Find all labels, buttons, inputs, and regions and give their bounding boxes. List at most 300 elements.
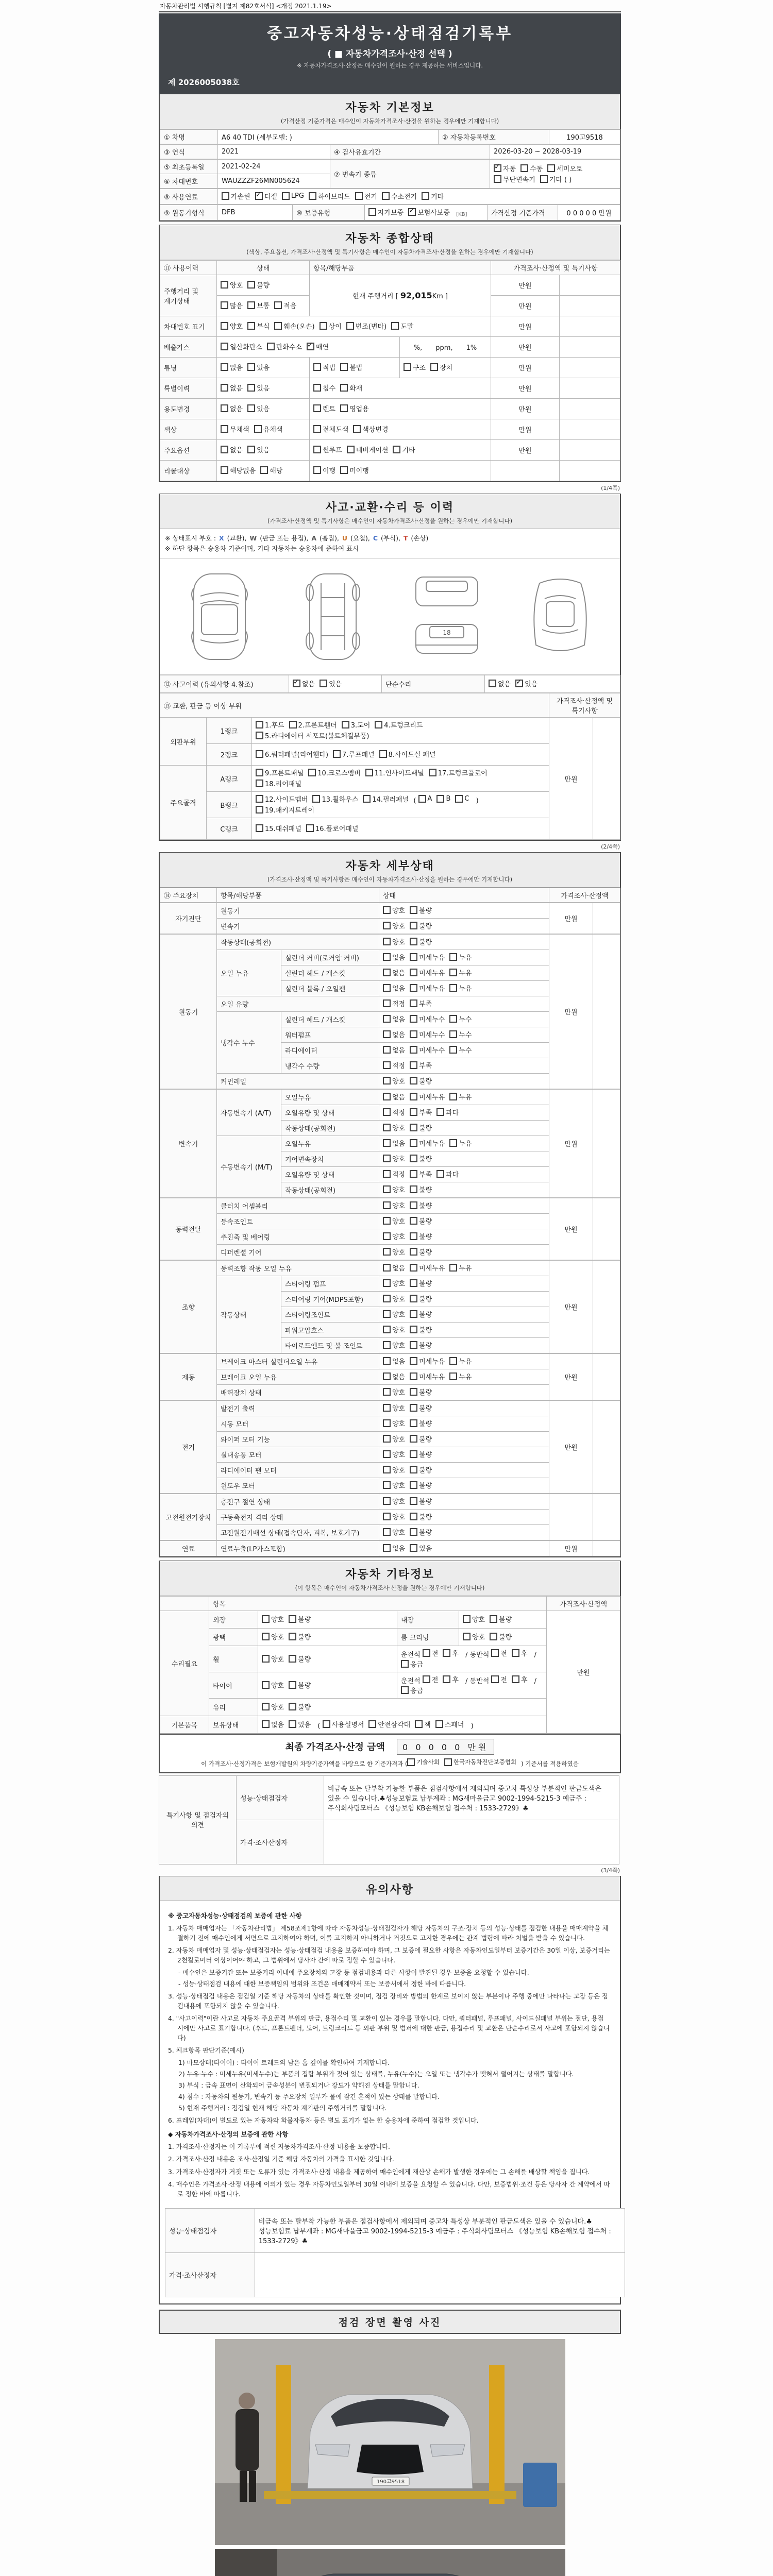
model-year-label: ③ 연식 (160, 145, 218, 159)
checkbox-glyph (410, 1108, 417, 1116)
overall-state-title: 자동차 종합상태 (345, 232, 434, 245)
detail-group-조향 (160, 1260, 620, 1353)
checkbox: 없음 (383, 1356, 405, 1366)
etc-info-table (160, 1596, 620, 1734)
checkbox: 양호 (383, 1247, 405, 1257)
panel-group-label: 주요골격 (160, 766, 207, 840)
checkbox: 미세누유 (410, 1092, 445, 1101)
checkbox: 양호 (383, 937, 405, 946)
checkbox-glyph (410, 1170, 417, 1178)
accident-title: 사고·교환·수리 등 이력 (325, 501, 455, 514)
rank-label: 1랭크 (207, 718, 252, 744)
checkbox-glyph (410, 999, 417, 1007)
checkbox: 불량 (410, 1278, 432, 1288)
state-options-cell (217, 316, 491, 337)
checkbox: 양호 (383, 1480, 405, 1490)
notice-heading-1: ※ 중고자동차성능·상태점검의 보증에 관한 사항 (168, 1912, 302, 1920)
checkbox: 없음 (383, 1045, 405, 1055)
checkbox: C (455, 795, 469, 803)
basic-row-1 (160, 129, 620, 144)
checkbox-glyph (383, 953, 391, 961)
checkbox-glyph (410, 1388, 417, 1396)
etc-item-label: 외장 (209, 1611, 258, 1629)
checkbox-glyph (410, 1232, 417, 1240)
checkbox: 후 (512, 1648, 528, 1658)
checkbox: 있음 (247, 383, 270, 393)
checkbox: 전 (423, 1648, 439, 1658)
checkbox-glyph (320, 680, 327, 687)
basic-info-header (160, 94, 620, 129)
state-options-cell (379, 1151, 549, 1167)
checkbox: 있음 (247, 403, 270, 413)
state-options-cell (310, 440, 491, 461)
etc-corner-cell (160, 1597, 209, 1611)
state-options-cell (310, 358, 400, 378)
state-options-cell (400, 358, 491, 378)
inspector-label: 성능·상태점검자 (237, 1775, 324, 1820)
inspector-opinion-text: 비금속 또는 탈부착 가능한 부품은 점검사항에서 제외되며 중고차 특성상 부분적인 판금도색은 있을 수 있습니다.♣성능보험료 납부계좌 : MG새마을금고 9002-1994-5215-3 예금주 : 주식회사팀모터스 《성능보험 KB손해보험 접수처 : 1533-2729》♣ (255, 2208, 625, 2252)
checkbox: 양호 (383, 1418, 405, 1428)
checkbox-glyph (383, 906, 391, 914)
checkbox-glyph (313, 384, 321, 392)
price-cell: 만원 (549, 718, 593, 840)
checkbox-glyph (221, 466, 228, 474)
rank-label: 2랭크 (207, 744, 252, 766)
checkbox-glyph (547, 164, 555, 172)
model-year-value: 2021 (218, 145, 330, 159)
sub-item-label: 실린더 블록 / 오일팬 (281, 981, 379, 996)
checkbox: 불량 (410, 1200, 432, 1210)
notice-heading-2: ◆ 자동차가격조사·산정의 보증에 관한 사항 (168, 2131, 289, 2139)
checkbox-glyph (410, 1093, 417, 1100)
checkbox-glyph (221, 384, 228, 392)
state-code-T: T (403, 534, 408, 542)
checkbox-glyph (512, 1675, 519, 1683)
checkbox: 미세누유 (410, 1138, 445, 1148)
checkbox: A (418, 795, 432, 803)
checkbox: 양호 (383, 1294, 405, 1303)
checkbox-glyph (247, 404, 255, 412)
price-cell: 만원 (491, 399, 560, 419)
state-value-cell: %, ppm, 1% (400, 337, 491, 358)
etc-title: 자동차 기타정보 (345, 1568, 434, 1581)
checkbox: 불량 (410, 1449, 432, 1459)
detail-header (160, 853, 620, 888)
state-options-cell (379, 1478, 549, 1494)
state-options-cell (310, 399, 491, 419)
checkbox-glyph (410, 1310, 417, 1318)
document-number: 제 2026005038호 (168, 78, 240, 87)
state-options-cell (379, 1416, 549, 1432)
checkbox-glyph (293, 680, 300, 687)
checkbox-glyph (256, 824, 263, 832)
sub-item-label: 타이로드엔드 및 볼 조인트 (281, 1338, 379, 1353)
checkbox-glyph (410, 906, 417, 914)
device-group-label: 조향 (160, 1261, 217, 1353)
price-cell: 만원 (491, 296, 560, 316)
sub-item-label: 기어변속장치 (281, 1151, 379, 1167)
checkbox: 기타 (422, 191, 444, 201)
state-options-cell (379, 1525, 549, 1540)
vehicle-name-label: ① 차명 (160, 130, 218, 144)
checkbox: 미세누유 (410, 1263, 445, 1273)
checkbox-glyph (393, 446, 400, 453)
item-label: 변속기 (217, 919, 379, 934)
checkbox: 불량 (410, 1496, 432, 1506)
checkbox-glyph (430, 363, 438, 371)
state-options-cell (379, 1276, 549, 1292)
etc-item-label: 타이어 (209, 1672, 258, 1699)
usage-history-label: 차대번호 표기 (160, 316, 217, 337)
checkbox: 없음 (383, 952, 405, 962)
note-cell (593, 1261, 620, 1353)
mileage-value: 92,015 (400, 291, 432, 300)
warranty-note: [KB] (455, 212, 467, 217)
checkbox-glyph (410, 953, 417, 961)
fuel-type-label: ⑧ 사용연료 (160, 189, 218, 205)
checkbox-glyph (274, 301, 282, 309)
checkbox: 누유 (449, 1371, 472, 1381)
checkbox: 11.인사이드패널 (365, 768, 424, 777)
page-title: 중고자동차성능·상태점검기록부 (266, 25, 513, 43)
device-group-label: 제동 (160, 1354, 217, 1400)
checkbox: 스패너 (435, 1719, 464, 1729)
checkbox-glyph (221, 301, 228, 309)
checkbox-glyph (353, 425, 361, 433)
checkbox: 양호 (383, 1278, 405, 1288)
state-options-cell (217, 399, 310, 419)
col-price: 가격조사·산정액 (549, 888, 620, 903)
checkbox: 양호 (383, 1154, 405, 1163)
price-cell: 만원 (491, 358, 560, 378)
checkbox: 양호 (383, 1403, 405, 1413)
inspector-opinion-box (159, 1775, 621, 1865)
possession-state-label: 보유상태 (209, 1716, 258, 1734)
final-price-value: 0 0 0 0 0 만원 (397, 1739, 494, 1755)
checkbox: 해당 (260, 465, 282, 475)
checkbox-glyph (383, 922, 391, 929)
detail-group-원동기 (160, 934, 620, 1089)
checkbox: 있음 (320, 679, 342, 688)
checkbox-glyph (449, 953, 457, 961)
checkbox-glyph (254, 425, 262, 433)
etc-item-label: 유리 (209, 1699, 258, 1716)
usage-history-label: 용도변경 (160, 399, 217, 419)
checkbox-glyph (540, 175, 548, 183)
checkbox: 불량 (410, 1231, 432, 1241)
checkbox-glyph (455, 795, 463, 803)
overall-state-section (159, 225, 621, 482)
notice-item: 5. 체크항목 판단기준(예시) (168, 2047, 244, 2055)
checkbox: 유채색 (254, 424, 283, 434)
checkbox-glyph (410, 984, 417, 992)
checkbox: 양호 (383, 1387, 405, 1397)
diagram-panel-number: 18 (442, 629, 451, 636)
state-options-cell (217, 461, 310, 481)
checkbox-glyph (262, 1681, 270, 1689)
state-code-A: A (311, 534, 317, 542)
checkbox: 세미오토 (547, 163, 582, 173)
etc-item-options (258, 1672, 397, 1699)
vin-label: ⑥ 차대번호 (160, 174, 218, 189)
detail-state-section (159, 852, 621, 1557)
checkbox-glyph (429, 769, 436, 776)
opinion-grid (159, 1775, 619, 1865)
state-options-cell (310, 419, 491, 440)
col-item-part: 항목/해당부품 (310, 261, 491, 275)
item-label: 원동기 (217, 903, 379, 919)
mileage-cell: 현재 주행거리 [ 92,015Km ] (310, 275, 491, 316)
checkbox-checked: ✓ 매연 (307, 342, 329, 351)
checkbox-glyph (410, 1419, 417, 1427)
final-price-note: 이 가격조사·산정가격은 보험개발원의 차량기준가액을 바탕으로 한 기준가격과 ( 기술사회 한국자동차진단보증협회 ) 기준서를 적용하였음 (201, 1758, 579, 1768)
checkbox: 상이 (320, 321, 342, 331)
plain-text: ( (315, 1722, 323, 1730)
checkbox: 13.휠하우스 (312, 794, 358, 804)
checkbox-glyph (410, 1544, 417, 1552)
state-options-cell (379, 1167, 549, 1182)
item-label: 클러치 어셈블리 (217, 1198, 379, 1214)
checkbox: 썬루프 (313, 445, 342, 454)
usage-history-label: 튜닝 (160, 358, 217, 378)
checkbox: 미세누수 (410, 1014, 445, 1024)
notice-body (160, 1901, 620, 2208)
checkbox-glyph (449, 1357, 457, 1365)
notice-checklist-item: 5) 현재 주행거리 : 점검일 현재 해당 자동차 계기판의 주행거리를 말합니다. (178, 2105, 387, 2112)
checkbox-glyph (383, 1232, 391, 1240)
registration-number-label: ② 자동차등록번호 (439, 130, 549, 144)
device-group-label: 고전원전기장치 (160, 1494, 217, 1540)
checkbox-glyph (410, 1124, 417, 1131)
accident-summary-row (160, 675, 620, 693)
state-code-W: W (249, 534, 257, 542)
col-usage-history: ⑪ 사용이력 (160, 261, 217, 275)
checkbox: 불량 (289, 1702, 311, 1711)
checkbox-glyph (221, 343, 228, 350)
item-label: 브레이크 마스터 실린더오일 누유 (217, 1354, 379, 1369)
usage-history-label: 색상 (160, 419, 217, 440)
checkbox: 불량 (410, 1123, 432, 1132)
panel-damage-header: ⑬ 교환, 판금 등 이상 부위 (160, 693, 549, 718)
checkbox: 있음 (247, 362, 270, 372)
checkbox: 무단변속기 (494, 174, 535, 184)
checkbox: 변조(변타) (346, 321, 386, 331)
checkbox: 양호 (383, 1231, 405, 1241)
sub-item-label: 실린더 헤드 / 개스킷 (281, 965, 379, 981)
checkbox-glyph (383, 1544, 391, 1552)
item-label: 연료누출(LP가스포함) (217, 1541, 379, 1556)
wheel-tire-positions (397, 1672, 547, 1699)
checkbox: 전 (491, 1648, 507, 1658)
item-label: 자동변속기 (A/T) (217, 1090, 281, 1136)
warranty-type-options (365, 205, 488, 221)
detail-subtitle: (가격조사·산정액 및 특기사항은 매수인이 자동차가격조사·산정을 원하는 경우에만 기재합니다) (267, 876, 513, 883)
etc-item-options (258, 1611, 397, 1629)
checkbox-glyph (309, 192, 316, 200)
item-label: 냉각수 누수 (217, 1012, 281, 1074)
license-plate-text: 190고9518 (376, 2479, 405, 2485)
checkbox: 불량 (410, 1294, 432, 1303)
plain-text: ( (413, 797, 418, 805)
checkbox: 화재 (340, 383, 362, 393)
state-options-cell (379, 1510, 549, 1525)
checkbox-glyph (260, 466, 268, 474)
checkbox: 1.후드 (256, 720, 284, 730)
checkbox: 불량 (410, 1527, 432, 1537)
etc-item-label-2: 내장 (397, 1611, 459, 1629)
note-cell (560, 399, 620, 419)
checkbox-glyph (383, 1435, 391, 1443)
state-options-cell (379, 1323, 549, 1338)
sub-item-label: 오일유량 및 상태 (281, 1167, 379, 1182)
accident-row-12 (160, 675, 620, 693)
checkbox-glyph (368, 1720, 376, 1728)
price-cell: 만원 (549, 1198, 593, 1260)
checkbox-glyph (247, 301, 255, 309)
plain-text: / 동반석 (463, 1677, 492, 1685)
checkbox-glyph (355, 192, 363, 200)
usage-history-label: 주요옵션 (160, 440, 217, 461)
checkbox: 양호 (383, 921, 405, 930)
checkbox-glyph (221, 322, 228, 330)
checkbox: 없음 (262, 1719, 284, 1729)
checkbox: 일산화탄소 (221, 342, 262, 351)
checkbox-glyph (436, 795, 444, 803)
sub-item-label: 스티어링조인트 (281, 1307, 379, 1323)
checkbox: 양호 (221, 321, 243, 331)
usage-history-label: 주행거리 및 계기상태 (160, 275, 217, 316)
checkbox: 18.리어패널 (256, 778, 301, 788)
checkbox-glyph (410, 938, 417, 945)
notice-subitem: - 성능·상태점검 내용에 대한 보증책임의 범위와 조건은 매매계약서 또는 보증서에서 정한 바에 따릅니다. (178, 1980, 466, 1988)
checkbox: 적정 (383, 1107, 405, 1117)
checkbox: 미세누유 (410, 1371, 445, 1381)
checkbox: 장치 (430, 362, 452, 372)
accident-legend (160, 529, 620, 558)
etc-item-label-2: 룸 크리닝 (397, 1629, 459, 1646)
panel-damage-grid (160, 693, 620, 840)
checkbox-glyph (247, 322, 255, 330)
notice-header (160, 1876, 620, 1901)
appraiser-label: 가격·조사산정자 (165, 2252, 255, 2297)
item-label: 라디에이터 팬 모터 (217, 1463, 379, 1478)
checkbox: 양호 (383, 1123, 405, 1132)
checkbox-glyph (289, 1703, 296, 1710)
page-marker-2: (2/4쪽) (601, 843, 620, 850)
checkbox: 누유 (449, 983, 472, 993)
checkbox-glyph (449, 1030, 457, 1038)
item-label: 구동축전지 격리 상태 (217, 1510, 379, 1525)
checkbox-glyph (382, 192, 390, 200)
detail-group-자기진단 (160, 903, 620, 934)
price-cell: 만원 (491, 440, 560, 461)
state-options-cell (379, 1307, 549, 1323)
checkbox: 양호 (221, 280, 243, 290)
page-subtitle: ( ■ 자동차가격조사·산정 선택 ) (327, 49, 452, 59)
checkbox: 양호 (383, 1309, 405, 1319)
checkbox-glyph (379, 750, 387, 758)
checkbox-glyph (383, 1513, 391, 1520)
checkbox-glyph (289, 1615, 296, 1623)
checkbox-glyph (289, 1681, 296, 1689)
plain-text: / 동반석 (463, 1651, 492, 1659)
checkbox: 전기 (355, 191, 377, 201)
opinion-grid-2 (165, 2208, 625, 2297)
transmission-type-label: ⑦ 변속기 종류 (330, 160, 490, 189)
checkbox-glyph (383, 984, 391, 992)
state-options-cell (217, 358, 310, 378)
notice-checklist-item: 4) 침수 : 자동차의 원동기, 변속기 등 주요장치 일부가 물에 잠긴 흔적이 있는 상태를 말합니다. (178, 2093, 440, 2101)
checkbox-glyph (383, 969, 391, 976)
checkbox: 없음 (383, 1014, 405, 1024)
checkbox-glyph (289, 1633, 296, 1640)
checkbox: 9.프론트패널 (256, 768, 304, 777)
note-cell (593, 1198, 620, 1260)
notice-subitem: - 매수인은 보증기간 또는 보증거리 이내에 주요장치의 고장 등 점검내용과 다른 사항이 발견된 경우 보증을 요청할 수 있습니다. (178, 1969, 529, 1976)
state-options-cell (217, 378, 310, 399)
engine-code-value: DFB (218, 205, 293, 221)
checkbox-glyph (340, 466, 348, 474)
state-options-cell (379, 1447, 549, 1463)
notice-item: 6. 프레임(차대)이 별도로 있는 자동차와 화물자동차 등은 별도 표기가 없는 한 승용차에 준하여 점검한 것입니다. (168, 2117, 479, 2125)
note-cell (593, 903, 620, 934)
checkbox-glyph (410, 1077, 417, 1084)
checkbox: 후 (443, 1674, 459, 1684)
checkbox-glyph (449, 1093, 457, 1100)
checkbox-glyph (262, 1615, 270, 1623)
note-cell (593, 1354, 620, 1400)
checkbox-glyph (323, 1720, 330, 1728)
checkbox-glyph (267, 343, 275, 350)
overall-state-table (160, 260, 620, 481)
state-code-U: U (342, 534, 348, 542)
item-label: 충전구 절연 상태 (217, 1494, 379, 1510)
state-options-cell (217, 296, 310, 316)
checkbox: 적정 (383, 1060, 405, 1070)
price-cell: 만원 (491, 419, 560, 440)
device-group-label: 원동기 (160, 935, 217, 1089)
checkbox: 불량 (410, 921, 432, 930)
checkbox-glyph (490, 1633, 497, 1640)
checkbox: 누수 (449, 1029, 472, 1039)
checkbox-glyph (449, 969, 457, 976)
state-options-cell (379, 1463, 549, 1478)
price-cell (549, 1494, 593, 1540)
checkbox-glyph (383, 1419, 391, 1427)
checkbox: 후 (443, 1648, 459, 1658)
checkbox: 불량 (410, 937, 432, 946)
checkbox-glyph (383, 1326, 391, 1333)
photo-section-title: 점검 장면 촬영 사진 (159, 2310, 621, 2334)
checkbox: 불량 (410, 1154, 432, 1163)
checkbox-glyph (512, 1649, 519, 1657)
overall-state-header (160, 225, 620, 260)
basic-info-subtitle: (가격산정 기준가격은 매수인이 자동차가격조사·산정을 원하는 경우에만 기재합니다) (280, 117, 499, 125)
checkbox-glyph (383, 1450, 391, 1458)
sub-item-label: 스티어링 기어(MDPS포함) (281, 1292, 379, 1307)
col-price-note: 가격조사·산정액 및 특기사항 (491, 261, 620, 275)
note-cell (593, 1494, 620, 1540)
basic-info-section (159, 94, 621, 222)
note-cell (593, 1401, 620, 1494)
basic-row-6 (160, 205, 620, 221)
checkbox-glyph (383, 1061, 391, 1069)
detail-group-변속기 (160, 1089, 620, 1198)
checkbox-glyph (383, 1466, 391, 1473)
note-cell (560, 440, 620, 461)
checkbox-glyph (383, 1481, 391, 1489)
checkbox-glyph (383, 1264, 391, 1272)
